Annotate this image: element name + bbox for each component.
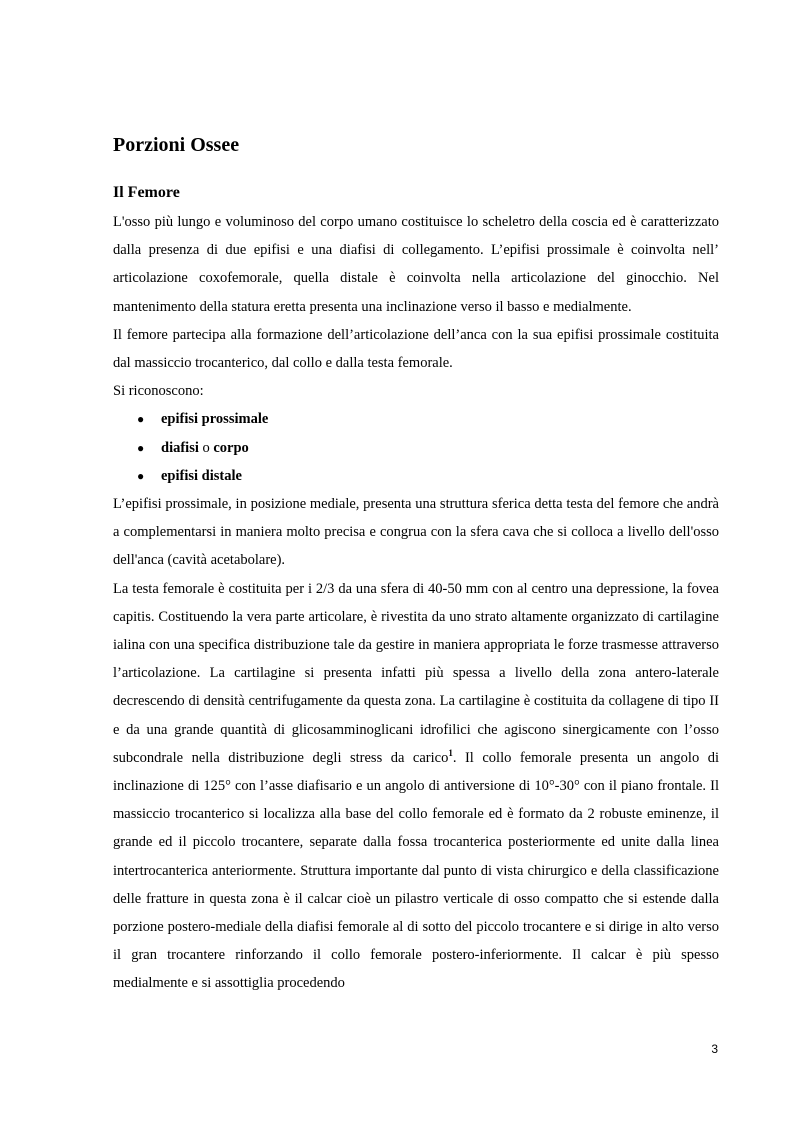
list-item-text: epifisi distale — [161, 467, 242, 484]
list-item-text: corpo — [213, 439, 249, 456]
bullet-icon: ● — [137, 412, 145, 427]
list-item — [113, 462, 719, 490]
paragraph-testa-femorale — [113, 575, 719, 998]
document-page — [113, 0, 719, 1123]
body-text — [113, 208, 719, 998]
list-item-separator: o — [198, 439, 214, 456]
bullet-list — [113, 405, 719, 490]
paragraph-text: . Il collo femorale presenta un angolo di inclinazione di 125° con l’asse diafisario e un angolo di antiversione di 10°-30° con il piano frontale. Il massiccio trocanterico si localizza alla base del collo femorale ed è formato da 2 robuste eminenze, il grande ed il piccolo trocantere, separate dalla fossa trocanterica posteriormente ed unite dalla linea intertrocanterica anteriormente. Struttura importante dal punto di vista chirurgico e della classificazione delle fratture in questa zona è il calcar cioè un pilastro verticale di osso compatto che si estende dalla porzione postero-mediale della diafisi femorale al di sotto del piccolo trocantere e si dirige in alto verso il gran trocantere rinforzando il collo femorale postero-inferiormente. Il calcar è più spesso medialmente e si assottiglia procedendo — [113, 749, 719, 992]
list-item-text: epifisi prossimale — [161, 411, 269, 428]
subsection-heading: Il Femore — [113, 184, 180, 201]
page-number: 3 — [711, 1042, 718, 1056]
paragraph-riconoscono: Si riconoscono: — [113, 383, 204, 400]
section-heading: Porzioni Ossee — [113, 134, 240, 156]
bullet-icon: ● — [137, 468, 145, 483]
paragraph-articolazione: Il femore partecipa alla formazione dell’articolazione dell’anca con la sua epifisi prossimale costituita dal massiccio trocanterico, dal collo e dalla testa femorale. — [113, 326, 719, 372]
paragraph-text: La testa femorale è costituita per i 2/3 da una sfera di 40-50 mm con al centro una depressione, la fovea capitis. Costituendo la vera parte articolare, è rivestita da uno strato altamente organizzato di cartilagine ialina con una specifica distribuzione tale da gestire in maniera appropriata le forze trasmesse attraverso l’articolazione. La cartilagine si presenta infatti più spessa a livello della zona antero-laterale decrescendo di densità centrifugamente da questa zona. La cartilagine è costituita da collagene di tipo II e da una grande quantità di glicosamminoglicani idrofilici che agiscono sinergicamente con l’osso subcondrale nella distribuzione degli stress da carico — [113, 580, 719, 766]
list-item — [113, 405, 719, 433]
bullet-icon: ● — [137, 440, 145, 455]
list-item — [113, 434, 719, 462]
list-item-text: diafisi — [161, 439, 199, 456]
paragraph-epifisi: L’epifisi prossimale, in posizione mediale, presenta una struttura sferica detta testa del femore che andrà a complementarsi in maniera molto precisa e congrua con la sfera cava che si colloca a livello dell'osso dell'anca (cavità acetabolare). — [113, 496, 719, 569]
paragraph-intro: L'osso più lungo e voluminoso del corpo umano costituisce lo scheletro della coscia ed è caratterizzato dalla presenza di due epifisi e una diafisi di collegamento. L’epifisi prossimale è coinvolta nell’ articolazione coxofemorale, quella distale è coinvolta nella articolazione del ginocchio. Nel mantenimento della statura eretta presenta una inclinazione verso il basso e medialmente. — [113, 214, 719, 315]
footnote-reference[interactable]: 1 — [448, 748, 453, 759]
